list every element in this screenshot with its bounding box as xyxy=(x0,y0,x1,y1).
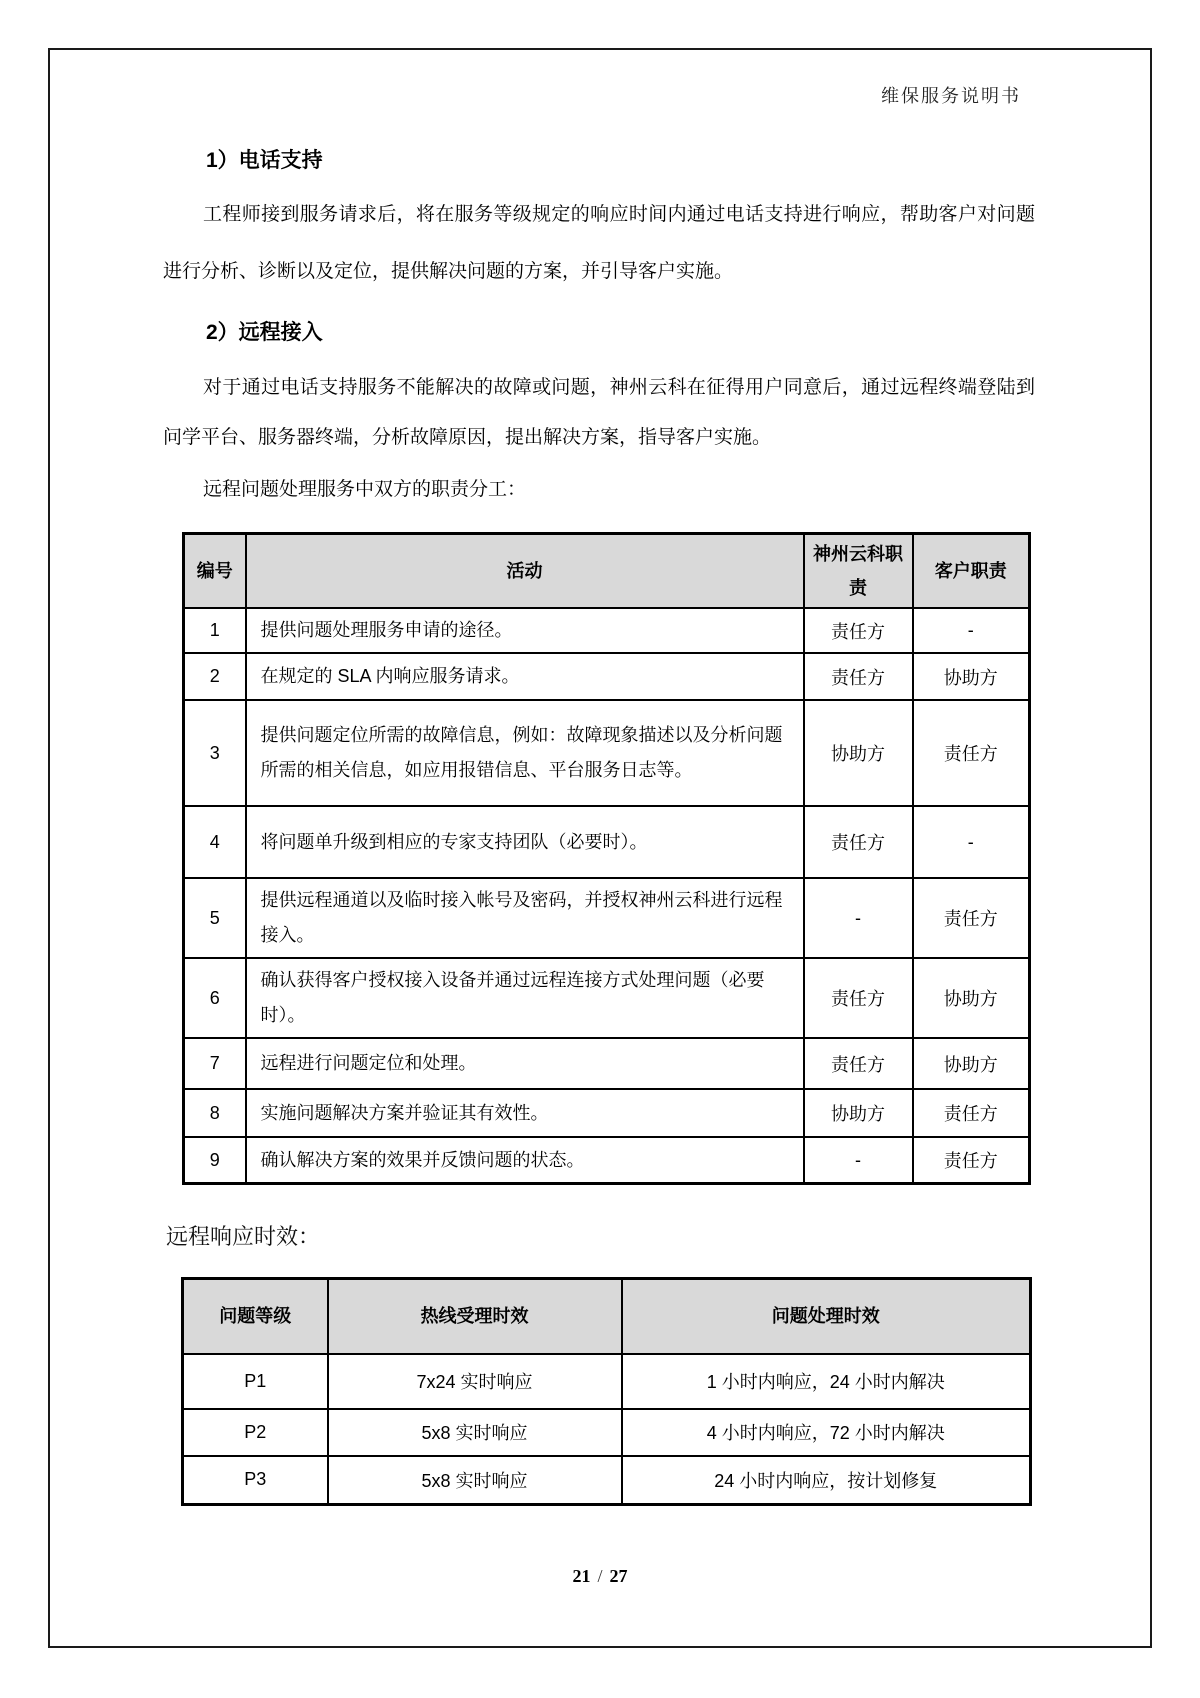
response-sla-heading: 远程响应时效： xyxy=(166,1224,321,1249)
cell-customer: 责任方 xyxy=(913,878,1030,958)
cell-vendor: - xyxy=(804,1137,913,1183)
cell-customer: - xyxy=(913,608,1030,653)
cell-vendor: 协助方 xyxy=(804,1089,913,1137)
response-sla-table xyxy=(181,1277,1032,1506)
table-row xyxy=(184,608,1030,653)
cell-vendor: 责任方 xyxy=(804,958,913,1038)
table-row xyxy=(183,1354,1031,1409)
cell-hotline: 5x8 实时响应 xyxy=(328,1409,622,1456)
cell-vendor: - xyxy=(804,878,913,958)
cell-vendor: 责任方 xyxy=(804,806,913,878)
col-header-vendor: 神州云科职责 xyxy=(804,534,913,609)
cell-activity: 确认获得客户授权接入设备并通过远程连接方式处理问题（必要时）。 xyxy=(246,958,804,1038)
table-row xyxy=(184,958,1030,1038)
table-row xyxy=(184,1089,1030,1137)
cell-customer: 协助方 xyxy=(913,958,1030,1038)
cell-activity: 将问题单升级到相应的专家支持团队（必要时）。 xyxy=(246,806,804,878)
cell-id: 6 xyxy=(184,958,246,1038)
cell-id: 4 xyxy=(184,806,246,878)
cell-vendor: 责任方 xyxy=(804,1038,913,1089)
cell-level: P1 xyxy=(183,1354,328,1409)
page-number-total: 27 xyxy=(609,1566,628,1586)
responsibility-table xyxy=(182,532,1031,1185)
cell-handling: 24 小时内响应，按计划修复 xyxy=(622,1456,1031,1505)
col-header-activity: 活动 xyxy=(246,534,804,609)
cell-activity: 在规定的 SLA 内响应服务请求。 xyxy=(246,653,804,700)
col-header-id: 编号 xyxy=(184,534,246,609)
cell-customer: 责任方 xyxy=(913,1137,1030,1183)
table-row xyxy=(184,806,1030,878)
cell-id: 9 xyxy=(184,1137,246,1183)
table-row xyxy=(184,653,1030,700)
cell-customer: - xyxy=(913,806,1030,878)
cell-level: P3 xyxy=(183,1456,328,1505)
cell-activity: 远程进行问题定位和处理。 xyxy=(246,1038,804,1089)
col-header-handling-sla: 问题处理时效 xyxy=(622,1279,1031,1354)
responsibility-table-intro: 远程问题处理服务中双方的职责分工： xyxy=(203,479,527,500)
cell-id: 8 xyxy=(184,1089,246,1137)
cell-activity: 提供远程通道以及临时接入帐号及密码，并授权神州云科进行远程接入。 xyxy=(246,878,804,958)
table-row xyxy=(183,1409,1031,1456)
table-header-row xyxy=(184,534,1030,609)
cell-level: P2 xyxy=(183,1409,328,1456)
paragraph-remote-access: 对于通过电话支持服务不能解决的故障或问题，神州云科在征得用户同意后，通过远程终端登陆到问学平台、服务器终端，分析故障原因，提出解决方案，指导客户实施。 xyxy=(163,377,1035,448)
cell-handling: 1 小时内响应，24 小时内解决 xyxy=(622,1354,1031,1409)
cell-customer: 责任方 xyxy=(913,1089,1030,1137)
document-title-header: 维保服务说明书 xyxy=(881,86,1021,106)
cell-activity: 实施问题解决方案并验证其有效性。 xyxy=(246,1089,804,1137)
paragraph-phone-support: 工程师接到服务请求后，将在服务等级规定的响应时间内通过电话支持进行响应，帮助客户对问题进行分析、诊断以及定位，提供解决问题的方案，并引导客户实施。 xyxy=(163,204,1035,282)
cell-customer: 协助方 xyxy=(913,1038,1030,1089)
cell-customer: 协助方 xyxy=(913,653,1030,700)
cell-id: 2 xyxy=(184,653,246,700)
cell-vendor: 责任方 xyxy=(804,608,913,653)
col-header-hotline-sla: 热线受理时效 xyxy=(328,1279,622,1354)
col-header-problem-level: 问题等级 xyxy=(183,1279,328,1354)
table-row xyxy=(183,1456,1031,1505)
table-row xyxy=(184,1137,1030,1183)
cell-vendor: 责任方 xyxy=(804,653,913,700)
cell-id: 3 xyxy=(184,700,246,806)
table-row xyxy=(184,700,1030,806)
cell-activity: 提供问题定位所需的故障信息，例如：故障现象描述以及分析问题所需的相关信息，如应用报错信息、平台服务日志等。 xyxy=(246,700,804,806)
cell-vendor: 协助方 xyxy=(804,700,913,806)
cell-hotline: 7x24 实时响应 xyxy=(328,1354,622,1409)
page-number-current: 21 xyxy=(572,1566,591,1586)
page-number-separator: / xyxy=(597,1566,603,1586)
cell-activity: 提供问题处理服务申请的途径。 xyxy=(246,608,804,653)
table-row xyxy=(184,878,1030,958)
table-header-row xyxy=(183,1279,1031,1354)
cell-id: 5 xyxy=(184,878,246,958)
table-row xyxy=(184,1038,1030,1089)
col-header-customer: 客户职责 xyxy=(913,534,1030,609)
section-heading-remote-access: 2）远程接入 xyxy=(206,321,323,344)
section-heading-phone-support: 1）电话支持 xyxy=(206,149,323,172)
cell-activity: 确认解决方案的效果并反馈问题的状态。 xyxy=(246,1137,804,1183)
cell-customer: 责任方 xyxy=(913,700,1030,806)
page-number-footer xyxy=(0,1566,1200,1587)
cell-id: 7 xyxy=(184,1038,246,1089)
cell-id: 1 xyxy=(184,608,246,653)
cell-hotline: 5x8 实时响应 xyxy=(328,1456,622,1505)
cell-handling: 4 小时内响应，72 小时内解决 xyxy=(622,1409,1031,1456)
